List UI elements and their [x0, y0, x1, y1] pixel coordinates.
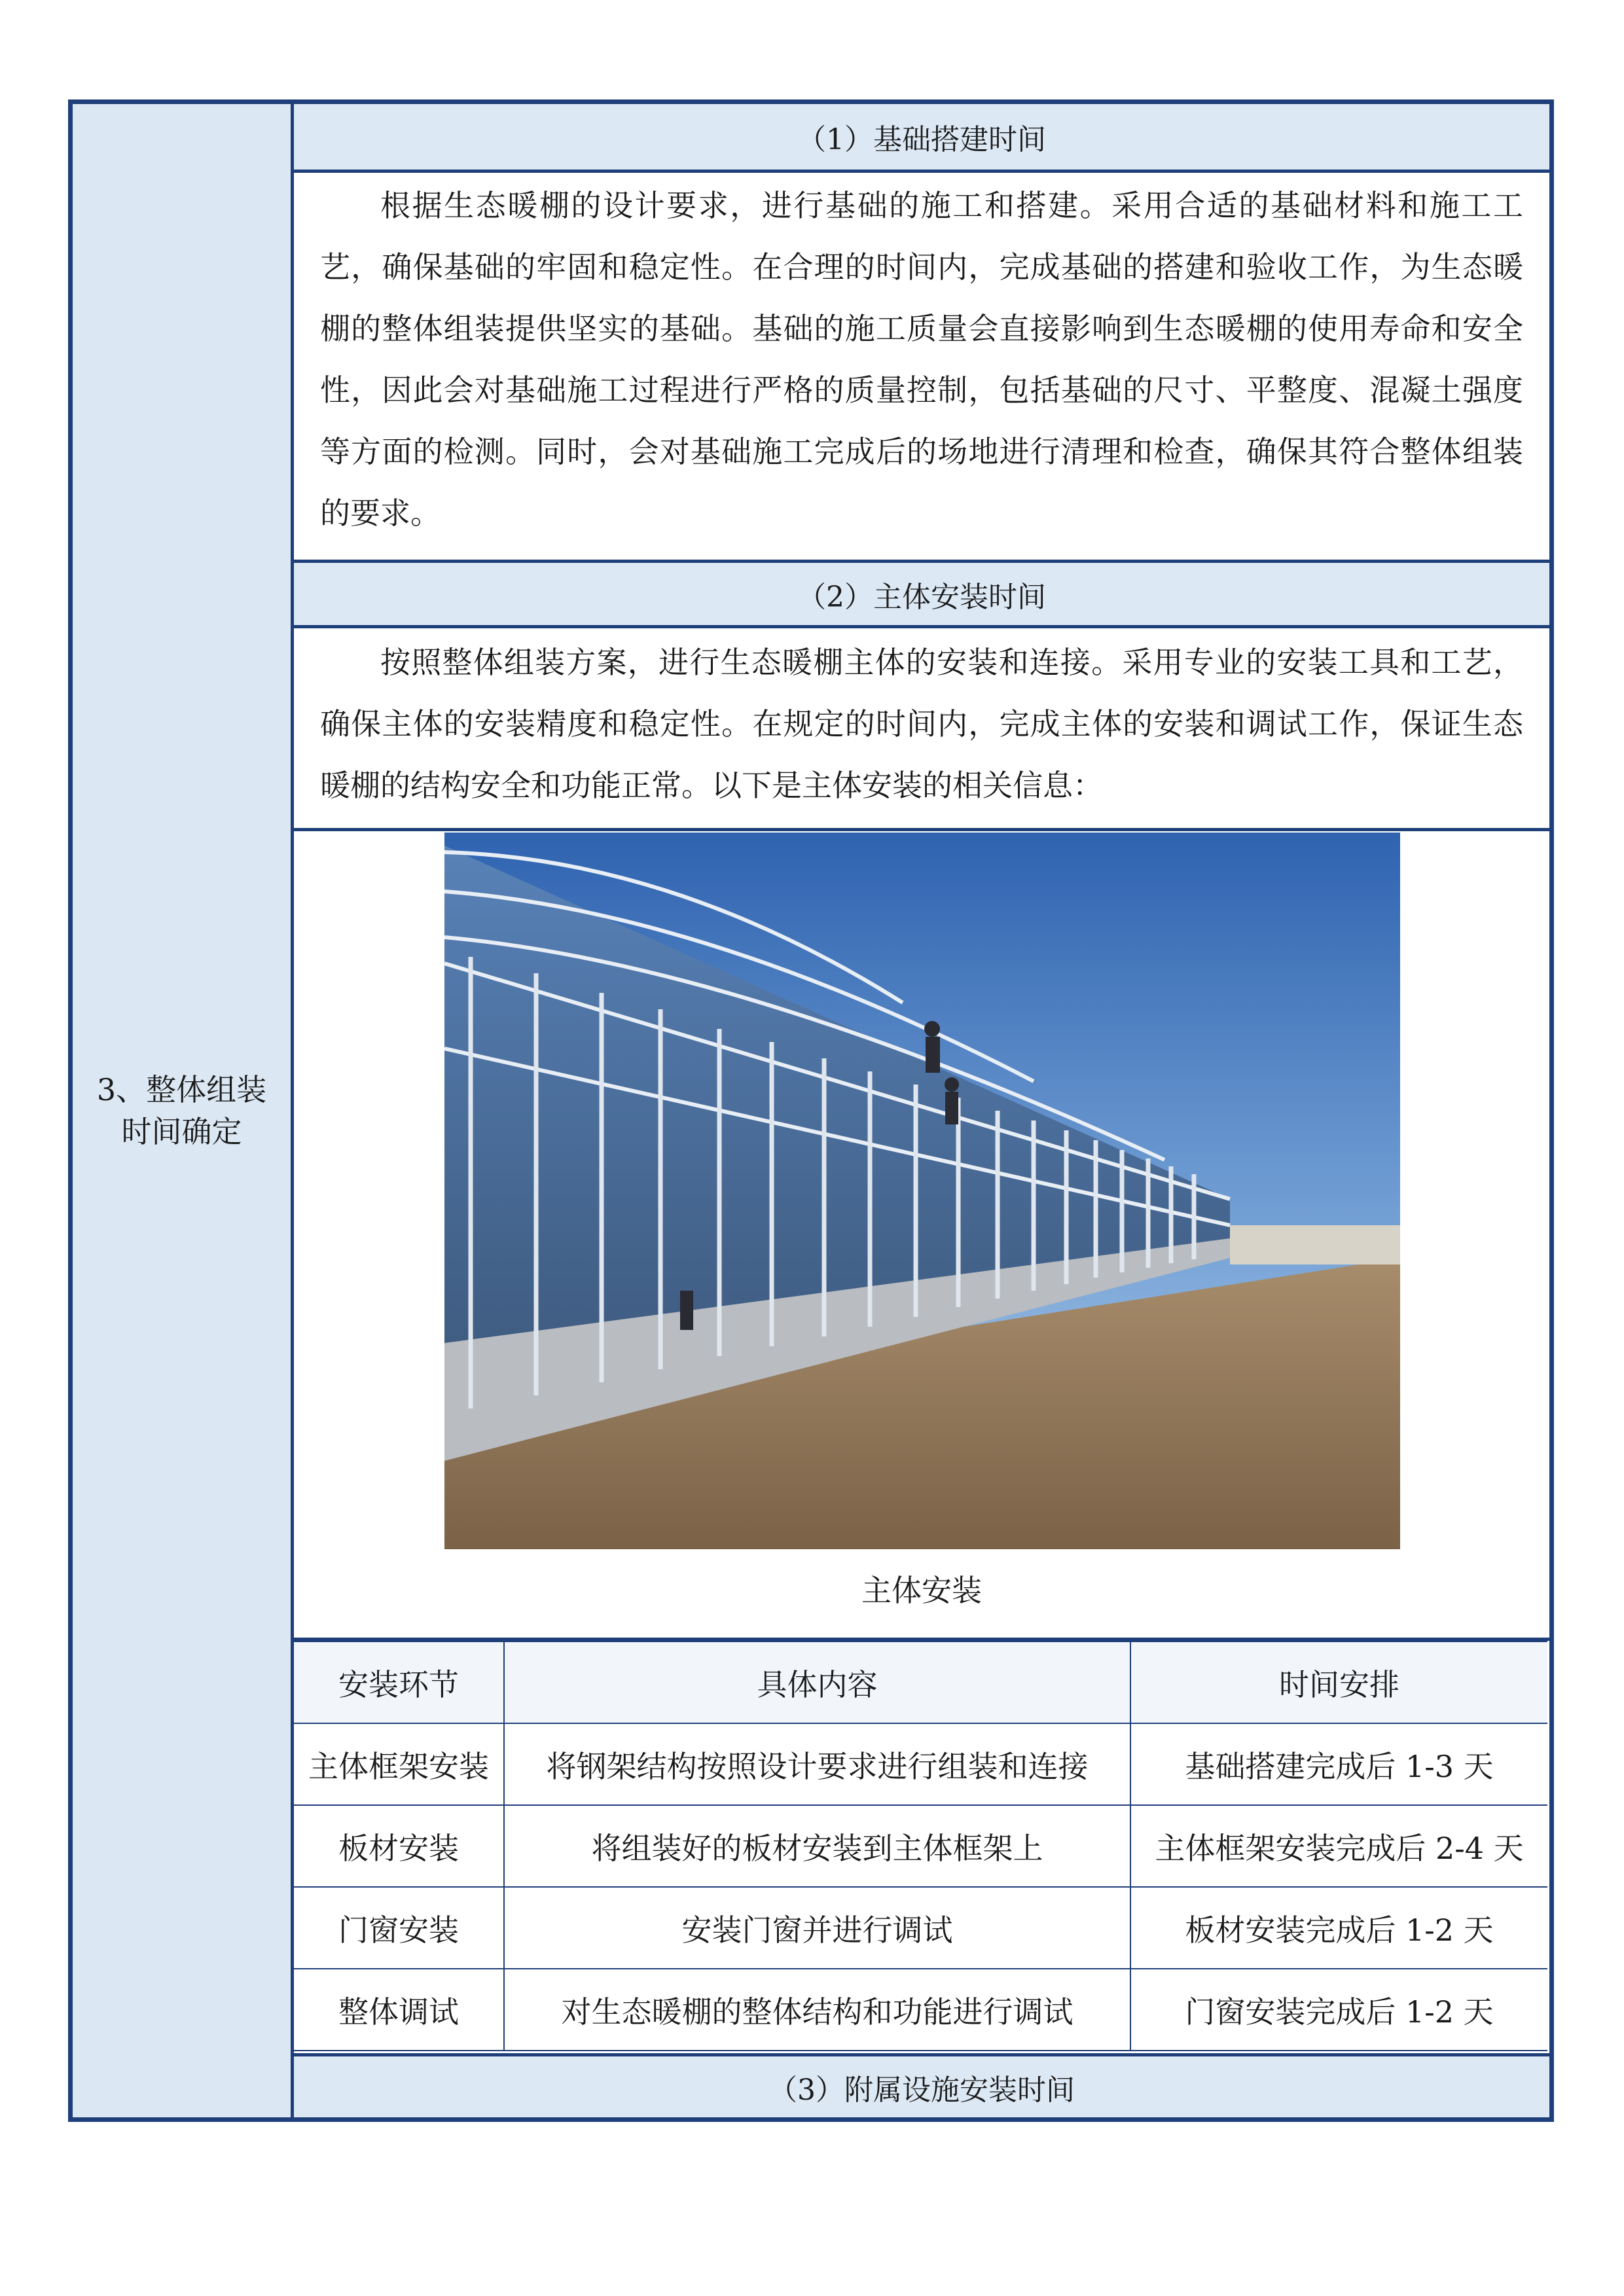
divider	[294, 828, 1549, 831]
table-cell: 主体框架安装完成后 2-4 天	[1130, 1805, 1547, 1887]
greenhouse-illustration	[444, 833, 1400, 1549]
divider	[294, 625, 1549, 628]
part3-title: （3）附属设施安装时间	[768, 2073, 1075, 2107]
table-cell: 板材安装完成后 1-2 天	[1130, 1887, 1547, 1969]
part3-heading-row	[294, 2056, 1549, 2117]
divider	[294, 170, 1549, 173]
table-cell: 将钢架结构按照设计要求进行组装和连接	[504, 1723, 1130, 1805]
section-label: 3、整体组装时间确定	[96, 1072, 267, 1149]
table-cell: 对生态暖棚的整体结构和功能进行调试	[504, 1969, 1130, 2051]
table-header-row	[294, 1641, 1547, 1723]
table-cell: 门窗安装完成后 1-2 天	[1130, 1969, 1547, 2051]
table-cell: 门窗安装	[294, 1887, 504, 1969]
table-header-cell: 具体内容	[504, 1641, 1130, 1723]
table-header-cell: 时间安排	[1130, 1641, 1547, 1723]
part2-heading-row	[294, 563, 1549, 625]
table-header-cell: 安装环节	[294, 1641, 504, 1723]
part2-title: （2）主体安装时间	[797, 580, 1046, 614]
document-frame	[68, 99, 1554, 2122]
table-row	[294, 1887, 1547, 1969]
part1-paragraph: 根据生态暖棚的设计要求，进行基础的施工和搭建。采用合适的基础材料和施工工艺，确保基础的牢固和稳定性。在合理的时间内，完成基础的搭建和验收工作，为生态暖棚的整体组装提供坚实的基础。基础的施工质量会直接影响到生态暖棚的使用寿命和安全性，因此会对基础施工过程进行严格的质量控制，包括基础的尺寸、平整度、混凝土强度等方面的检测。同时，会对基础施工完成后的场地进行清理和检查，确保其符合整体组装的要求。	[320, 188, 1523, 531]
content-column	[294, 104, 1549, 2117]
table-row	[294, 1969, 1547, 2051]
table-row	[294, 1723, 1547, 1805]
install-schedule-table	[294, 1641, 1547, 2051]
table-cell: 板材安装	[294, 1805, 504, 1887]
table-cell: 基础搭建完成后 1-3 天	[1130, 1723, 1547, 1805]
table-cell: 主体框架安装	[294, 1723, 504, 1805]
section-label-cell	[73, 104, 294, 2117]
part2-paragraph: 按照整体组装方案，进行生态暖棚主体的安装和连接。采用专业的安装工具和工艺，确保主体的安装精度和稳定性。在规定的时间内，完成主体的安装和调试工作，保证生态暖棚的结构安全和功能正常。以下是主体安装的相关信息：	[320, 645, 1523, 803]
table-cell: 整体调试	[294, 1969, 504, 2051]
photo-caption: 主体安装	[861, 1573, 982, 1608]
table-cell: 安装门窗并进行调试	[504, 1887, 1130, 1969]
table-row	[294, 1805, 1547, 1887]
part1-heading-row	[294, 104, 1549, 170]
greenhouse-photo	[444, 833, 1400, 1549]
table-cell: 将组装好的板材安装到主体框架上	[504, 1805, 1130, 1887]
part1-title: （1）基础搭建时间	[797, 123, 1046, 156]
